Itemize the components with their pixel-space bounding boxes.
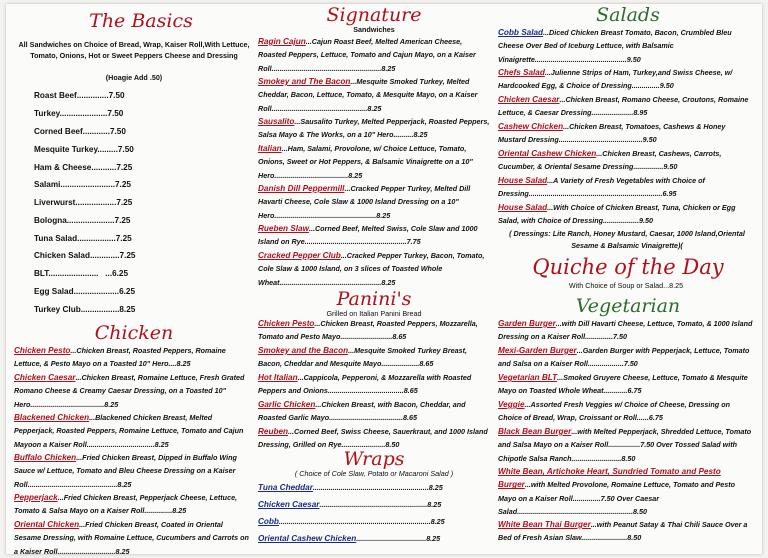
- basics-item: Roast Beef..............7.50: [34, 91, 125, 100]
- item-name: Tuna Cheddar: [258, 483, 313, 492]
- quiche-subtitle: With Choice of Soup or Salad...8.25: [568, 281, 684, 290]
- dressing-list: ( Dressings: Lite Ranch, Honey Mustard, Caesar, 1000 Island,Oriental Sesame & Balsamic Vinaigrette)(: [509, 229, 745, 250]
- item-desc: ...Mesquite Smoked Turkey Breast, Bacon, Cheddar and Mesquite Mayo...................8.65: [258, 346, 467, 369]
- salad-item: [498, 26, 754, 66]
- item-name: Chefs Salad: [498, 68, 545, 77]
- signature-item: [258, 115, 490, 142]
- salads-title: Salads: [596, 4, 660, 26]
- chicken-item: [14, 491, 250, 518]
- item-name: Blackened Chicken: [14, 413, 90, 422]
- vegetarian-item: [498, 317, 754, 344]
- vegetarian-item: [498, 518, 754, 545]
- basics-intro: All Sandwiches on Choice of Bread, Wrap, Kaiser Roll,With Lettuce, Tomato, Onions, Hot or Sweet Peppers Cheese and Dressing: [18, 40, 250, 60]
- item-name: Chicken Caesar: [498, 95, 560, 104]
- basics-item: Bologna.....................7.25: [34, 216, 131, 225]
- item-name: Garlic Chicken: [258, 400, 316, 409]
- signature-item: [258, 35, 490, 75]
- item-desc: ...................................8.25: [356, 534, 441, 543]
- item-name: Veggie: [498, 400, 525, 409]
- item-desc: ...Chicken Breast, Roasted Peppers, Romaine Lettuce, & Pesto Mayo on a Toasted 10" Hero....8.25: [14, 346, 226, 369]
- item-desc: ...Fried Chicken Breast, Dipped in Buffalo Wing Sauce w/ Lettuce, Tomato and Bleu Cheese Dressing on a Kaiser Roll.............................................8.25: [14, 453, 237, 489]
- basics-item: Turkey.....................7.50: [34, 109, 124, 118]
- item-name: White Bean, Artichoke Heart, Sundried Tomato and Pesto Burger: [498, 467, 721, 490]
- wraps-subtitle: ( Choice of Cole Slaw, Potato or Macaroni Salad ): [294, 469, 454, 478]
- wraps-item: [258, 481, 490, 494]
- item-name: Chicken Caesar: [14, 373, 76, 382]
- basics-item: Chicken Salad.............7.25: [34, 251, 136, 260]
- panini-title: Panini's: [336, 288, 412, 310]
- item-name: Black Bean Burger: [498, 427, 572, 436]
- item-desc: ...Chicken Breast, Roasted Peppers, Mozzarella, Tomato and Pesto Mayo..........................8.65: [258, 319, 478, 342]
- item-desc: ...Smoked Gruyere Cheese, Lettuce, Tomato & Mesquite Mayo on Toasted Whole Wheat............6.75: [498, 373, 748, 396]
- item-name: Vegetarian BLT: [498, 373, 558, 382]
- salad-item: [498, 174, 754, 201]
- signature-item: [258, 249, 490, 289]
- item-name: Smokey and the Bacon: [258, 346, 349, 355]
- salad-item: [498, 66, 754, 93]
- salad-item: [498, 147, 754, 174]
- panini-subtitle: Grilled on Italian Panini Bread: [326, 309, 422, 318]
- item-name: Buffalo Chicken: [14, 453, 77, 462]
- basics-item: Salami........................7.25: [34, 180, 131, 189]
- salad-item: [498, 201, 754, 228]
- item-name: Mexi-Garden Burger: [498, 346, 577, 355]
- item-name: Danish Dill Peppermill: [258, 184, 345, 193]
- signature-title: Signature: [326, 4, 422, 26]
- item-desc: ...Sausalito Turkey, Melted Pepperjack, Roasted Peppers, Salsa Mayo & The Works, on a 10" Hero..........8.25: [258, 117, 490, 140]
- basics-item: BLT...................... ...6.25: [34, 269, 129, 278]
- item-desc: ...Ham, Salami, Provolone, w/ Choice Lettuce, Tomato, Onions, Sweet or Hot Peppers, & Balsamic Vinaigrette on a 10" Hero.....................................8.25: [258, 144, 473, 180]
- item-desc: ..........................................................8.25: [312, 483, 443, 492]
- item-desc: ......................................................8.25: [319, 500, 442, 509]
- chicken-item: [14, 518, 250, 558]
- basics-item: Mesquite Turkey.........7.50: [34, 145, 134, 154]
- vegetarian-item: [498, 344, 754, 371]
- item-name: Rueben Slaw: [258, 224, 309, 233]
- vegetarian-item: [498, 371, 754, 398]
- vegetarian-item: [498, 425, 754, 465]
- item-desc: ...Cajun Roast Beef, Melted American Cheese, Roasted Peppers, Lettuce, Tomato and Cajun Mayo, on a Kaiser Roll.......................................................8.25: [258, 37, 476, 73]
- item-desc: ...Corned Beef, Swiss Cheese, Sauerkraut, and 1000 Island Dressing, Grilled on Rye......................8.50: [258, 427, 488, 450]
- middle-column: [254, 4, 494, 554]
- salad-item: [498, 93, 754, 120]
- signature-item: [258, 75, 490, 115]
- item-desc: ...with Melted Pepperjack, Shredded Lettuce, Tomato and Salsa Mayo on a Kaiser Roll................7.50 Over Tossed Salad with Chipotle Salsa Ranch.........................8.50: [498, 427, 752, 463]
- item-desc: ...Corned Beef, Melted Swiss, Cole Slaw and 1000 Island on Rye...................................................7.75: [258, 224, 478, 247]
- panini-item: [258, 371, 490, 398]
- right-column: [498, 4, 756, 554]
- item-desc: ...Cracked Pepper Turkey, Bacon, Tomato, Cole Slaw & 1000 Island, on 3 slices of Toasted Whole Wheat...................................................8.25: [258, 251, 485, 287]
- wraps-item: [258, 532, 490, 545]
- item-name: Cobb: [258, 517, 279, 526]
- item-name: Smokey and The Bacon: [258, 77, 351, 86]
- vegetarian-item: [498, 465, 754, 518]
- salad-item: [498, 120, 754, 147]
- item-desc: ...Cracked Pepper Turkey, Melted Dill Havarti Cheese, Cole Slaw & 1000 Island Dressing on a 10" Hero...................................................8.25: [258, 184, 471, 220]
- basics-title: The Basics: [89, 10, 193, 32]
- chicken-item: [14, 371, 250, 411]
- item-desc: ...Garden Burger with Pepperjack, Lettuce, Tomato and Salsa on a Kaiser Roll..................7.50: [498, 346, 750, 369]
- item-desc: ...With Choice of Chicken Breast, Tuna, Chicken or Egg Salad, with Choice of Dressing..................9.50: [498, 203, 736, 226]
- vegetarian-title: Vegetarian: [575, 295, 681, 317]
- item-desc: ...Julienne Strips of Ham, Turkey,and Swiss Cheese, w/ Hardcooked Egg, & Choice of Dressing..............9.50: [498, 68, 733, 91]
- basics-item: Turkey Club.................8.25: [34, 305, 136, 314]
- basics-item: Egg Salad....................6.25: [34, 287, 136, 296]
- item-name: Oriental Cashew Chicken: [258, 534, 357, 543]
- item-desc: ...with Dill Havarti Cheese, Lettuce, Tomato, & 1000 Island Dressing on a Kaiser Roll..............7.50: [498, 319, 753, 342]
- panini-item: [258, 344, 490, 371]
- item-name: Garden Burger: [498, 319, 556, 328]
- item-desc: ...Chicken Breast, with Bacon, Cheddar, and Roasted Garlic Mayo.....................................8.65: [258, 400, 466, 423]
- item-desc: ...Mesquite Smoked Turkey, Melted Cheddar, Bacon, Lettuce, Tomato, & Mesquite Mayo, on a Kaiser Roll................................................8.25: [258, 77, 478, 113]
- signature-item: [258, 182, 490, 222]
- item-desc: ...Blackened Chicken Breast, Melted Pepperjack, Roasted Peppers, Romaine Lettuce, Tomato and Cajun Mayoon a Kaiser Roll..................................8.25: [14, 413, 244, 449]
- item-desc: ...Fried Chicken Breast, Pepperjack Cheese, Lettuce, Tomato & Salsa Mayo on a Kaiser Roll..............8.25: [14, 493, 238, 516]
- quiche-title: Quiche of the Day: [532, 255, 724, 279]
- basics-item: Liverwurst..................7.25: [34, 198, 133, 207]
- item-desc: ...Fried Chicken Breast, Coated in Oriental Sesame Dressing, with Romaine Lettuce, Cucumbers and Carrots on a Kaiser Roll.............................8.25: [14, 520, 249, 556]
- basics-item: Tuna Salad.................7.25: [34, 234, 132, 243]
- basics-item: Ham & Cheese...........7.25: [34, 163, 133, 172]
- item-name: Hot Italian: [258, 373, 298, 382]
- signature-subtitle: Sandwiches: [353, 25, 395, 34]
- item-desc: ...Cappicola, Pepperoni, & Mozzarella with Roasted Peppers and Onions......................................8.65: [258, 373, 472, 396]
- item-desc: ...Chicken Breast, Tomatoes, Cashews & Honey Mustard Dressing..........................................9.50: [498, 122, 726, 145]
- item-name: Chicken Pesto: [14, 346, 71, 355]
- item-desc: ...Assorted Fresh Veggies w/ Choice of Cheese, Dressing on Choice of Bread, Wrap, Croissant or Roll......6.75: [498, 400, 730, 423]
- item-desc: ...Chicken Breast, Cashews, Carrots, Cucumber, & Oriental Sesame Dressing...............9.50: [498, 149, 722, 172]
- item-name: Pepperjack: [14, 493, 58, 502]
- item-name: Cobb Salad: [498, 28, 544, 37]
- item-name: White Bean Thai Burger: [498, 520, 591, 529]
- signature-item: [258, 222, 490, 249]
- item-name: House Salad: [498, 203, 548, 212]
- item-name: House Salad: [498, 176, 548, 185]
- chicken-title: Chicken: [94, 322, 174, 344]
- panini-item: [258, 317, 490, 344]
- item-name: Reuben: [258, 427, 289, 436]
- item-name: Italian: [258, 144, 282, 153]
- item-name: Cashew Chicken: [498, 122, 564, 131]
- wraps-item: [258, 498, 490, 511]
- hoagie-note: (Hoagie Add .50): [105, 73, 163, 82]
- vegetarian-item: [498, 398, 754, 425]
- wraps-title: Wraps: [343, 448, 405, 470]
- item-name: Ragin Cajun: [258, 37, 306, 46]
- item-desc: ...A Variety of Fresh Vegetables with Choice of Dressing...................................................................6.95: [498, 176, 705, 199]
- signature-item: [258, 142, 490, 182]
- chicken-item: [14, 344, 250, 371]
- menu-page: [6, 4, 762, 554]
- item-desc: ...Diced Chicken Breast Tomato, Bacon, Crumbled Bleu Cheese Over Bed of Iceburg Lettuce, with Balsamic Vinaigrette..............................................9.50: [498, 28, 732, 64]
- item-name: Sausalito: [258, 117, 295, 126]
- chicken-item: [14, 411, 250, 451]
- item-name: Chicken Pesto: [258, 319, 315, 328]
- item-desc: ...Chicken Breast, Romaine Lettuce, Fresh Grated Romano Cheese & Creamy Caesar Dressing, on a Toasted 10" Hero.....................................8.25: [14, 373, 245, 409]
- item-desc: ...with Peanut Satay & Thai Chili Sauce Over a Bed of Fresh Asian Slaw.......................8.50: [498, 520, 748, 543]
- wraps-item: [258, 515, 490, 528]
- item-desc: ...with Melted Provolone, Romaine Lettuce, Tomato and Pesto Mayo on a Kaiser Roll..............7.50 Over Caesar Salad..........................................................8.50: [498, 480, 736, 516]
- item-name: Oriental Chicken: [14, 520, 80, 529]
- basics-item: Corned Beef............7.50: [34, 127, 126, 136]
- item-desc: ...Chicken Breast, Romano Cheese, Croutons, Romaine Lettuce, & Caesar Dressing.....................8.95: [498, 95, 749, 118]
- item-name: Oriental Cashew Chicken: [498, 149, 597, 158]
- chicken-item: [14, 451, 250, 491]
- item-name: Cracked Pepper Club: [258, 251, 341, 260]
- item-name: Chicken Caesar: [258, 500, 320, 509]
- panini-item: [258, 398, 490, 425]
- left-column: [14, 4, 254, 554]
- item-desc: ............................................................................8.25: [278, 517, 445, 526]
